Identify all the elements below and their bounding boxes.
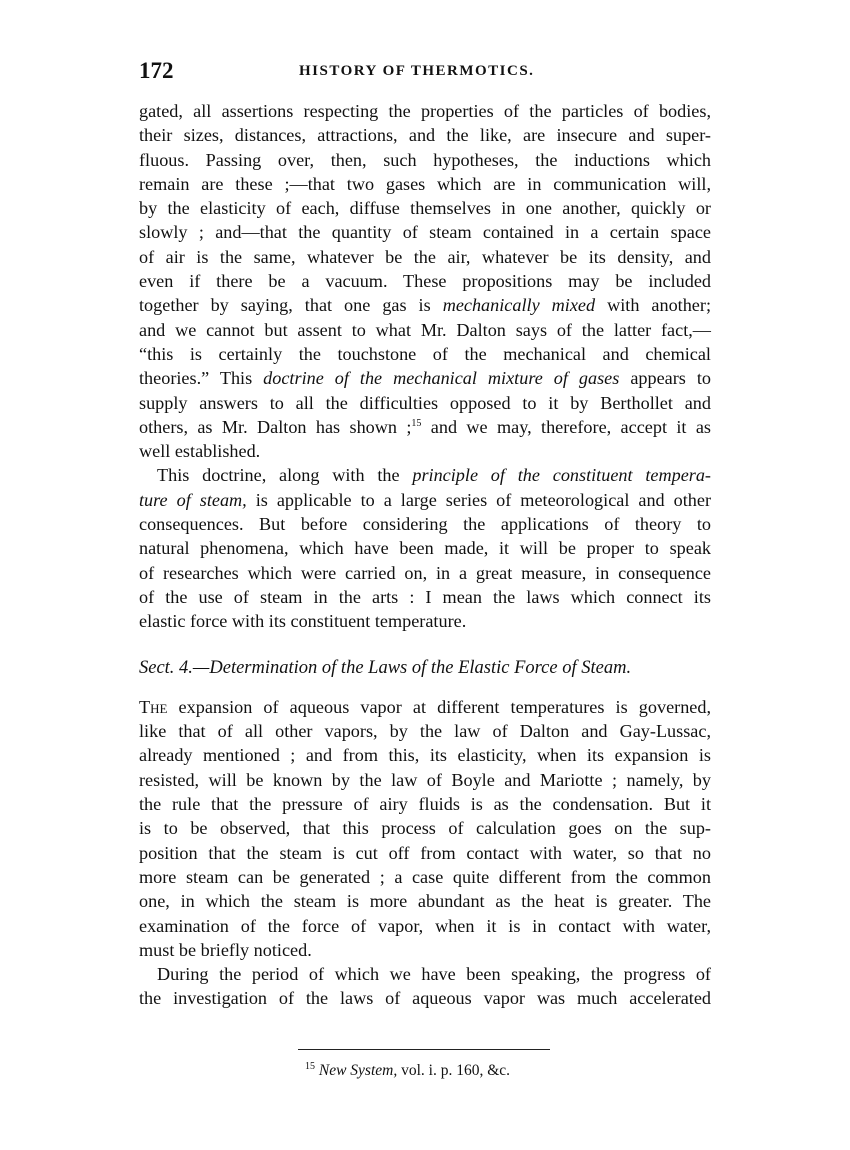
text-line: must be briefly noticed. bbox=[139, 939, 312, 960]
page-header bbox=[139, 58, 711, 88]
text-line: During the period of which we have been speaking, the progress of bbox=[157, 964, 711, 985]
text-run: appears to bbox=[619, 368, 711, 389]
text-line: the investigation of the laws of aqueous vapor was much accelerated bbox=[139, 988, 711, 1009]
text-line: natural phenomena, which have been made, it will be proper to speak bbox=[139, 538, 711, 559]
footnote-rule bbox=[298, 1049, 550, 1050]
text-run: others, as Mr. Dalton has shown ; bbox=[139, 416, 412, 437]
text-line: one, in which the steam is more abundant as the heat is greater. The bbox=[139, 891, 711, 912]
italic-phrase: mechanically mixed bbox=[442, 295, 596, 316]
text-line: even if there be a vacuum. These propositions may be included bbox=[139, 271, 711, 292]
text-line: of air is the same, whatever be the air, whatever be its density, and bbox=[139, 246, 711, 267]
text-line: consequences. But before considering the applications of theory to bbox=[139, 514, 711, 535]
text-line: position that the steam is cut off from contact with water, so that no bbox=[139, 842, 711, 863]
text-line: more steam can be generated ; a case quite different from the common bbox=[139, 866, 711, 887]
footnote-number: 15 bbox=[305, 1060, 315, 1072]
text-line: well established. bbox=[139, 441, 261, 462]
text-run: together by saying, that one gas is bbox=[139, 295, 443, 316]
footnote-text: vol. i. p. 160, &c. bbox=[397, 1062, 511, 1079]
text-run: This doctrine, along with the bbox=[157, 465, 413, 486]
footnote-title: New System, bbox=[318, 1062, 398, 1079]
text-line: gated, all assertions respecting the properties of the particles of bodies, bbox=[139, 101, 711, 121]
text-line: examination of the force of vapor, when it is in contact with water, bbox=[139, 915, 711, 936]
text-line: their sizes, distances, attractions, and the like, are insecure and super- bbox=[139, 125, 711, 146]
text-line: by the elasticity of each, diffuse themselves in one another, quickly or bbox=[139, 198, 711, 219]
text-line: remain are these ;—that two gases which are in communication will, bbox=[139, 173, 711, 194]
text-line bbox=[139, 463, 711, 487]
text-line: is to be observed, that this process of calculation goes on the sup- bbox=[139, 818, 711, 839]
footnote bbox=[305, 1062, 510, 1080]
text-run: theories.” This bbox=[139, 368, 264, 389]
text-line: already mentioned ; and from this, its elasticity, when its expansion is bbox=[139, 745, 711, 766]
paragraph-1 bbox=[139, 99, 711, 463]
section-heading: Sect. 4.—Determination of the Laws of the Elastic Force of Steam. bbox=[139, 657, 632, 678]
text-line: of the use of steam in the arts : I mean the laws which connect its bbox=[139, 586, 711, 607]
text-line bbox=[139, 415, 711, 439]
paragraph-2 bbox=[139, 463, 711, 633]
text-line bbox=[139, 366, 711, 390]
text-line: and we cannot but assent to what Mr. Dalton says of the latter fact,— bbox=[139, 319, 711, 340]
body-text bbox=[139, 99, 711, 1011]
small-caps-word: The bbox=[139, 696, 168, 717]
text-run: with another; bbox=[595, 295, 711, 316]
text-line: slowly ; and—that the quantity of steam contained in a certain space bbox=[139, 222, 711, 243]
text-line: fluous. Passing over, then, such hypotheses, the inductions which bbox=[139, 149, 711, 170]
italic-phrase: principle of the constituent tempera- bbox=[412, 465, 711, 486]
text-line: supply answers to all the difficulties opposed to it by Berthollet and bbox=[139, 392, 711, 413]
text-line: “this is certainly the touchstone of the mechanical and chemical bbox=[139, 343, 711, 364]
text-line: elastic force with its constituent temperature. bbox=[139, 611, 467, 632]
paragraph-4 bbox=[139, 962, 711, 1011]
page-number: 172 bbox=[139, 58, 174, 83]
italic-phrase: doctrine of the mechanical mixture of gases bbox=[263, 368, 620, 389]
paragraph-3 bbox=[139, 695, 711, 962]
text-line: resisted, will be known by the law of Boyle and Mariotte ; namely, by bbox=[139, 769, 711, 790]
text-line: the rule that the pressure of airy fluids is as the condensation. But it bbox=[139, 794, 711, 815]
footnote-ref: 15 bbox=[411, 417, 422, 429]
text-line: of researches which were carried on, in a great measure, in consequence bbox=[139, 562, 711, 583]
text-run: expansion of aqueous vapor at different temperatures is governed, bbox=[167, 696, 711, 717]
italic-phrase: ture of steam, bbox=[139, 489, 247, 510]
text-line bbox=[139, 488, 711, 512]
text-line bbox=[139, 293, 711, 317]
text-line bbox=[139, 695, 711, 719]
text-run: is applicable to a large series of meteorological and other bbox=[246, 489, 712, 510]
text-run: and we may, therefore, accept it as bbox=[421, 416, 711, 437]
running-title: HISTORY OF THERMOTICS. bbox=[299, 63, 535, 79]
text-line: like that of all other vapors, by the law of Dalton and Gay-Lussac, bbox=[139, 721, 711, 742]
